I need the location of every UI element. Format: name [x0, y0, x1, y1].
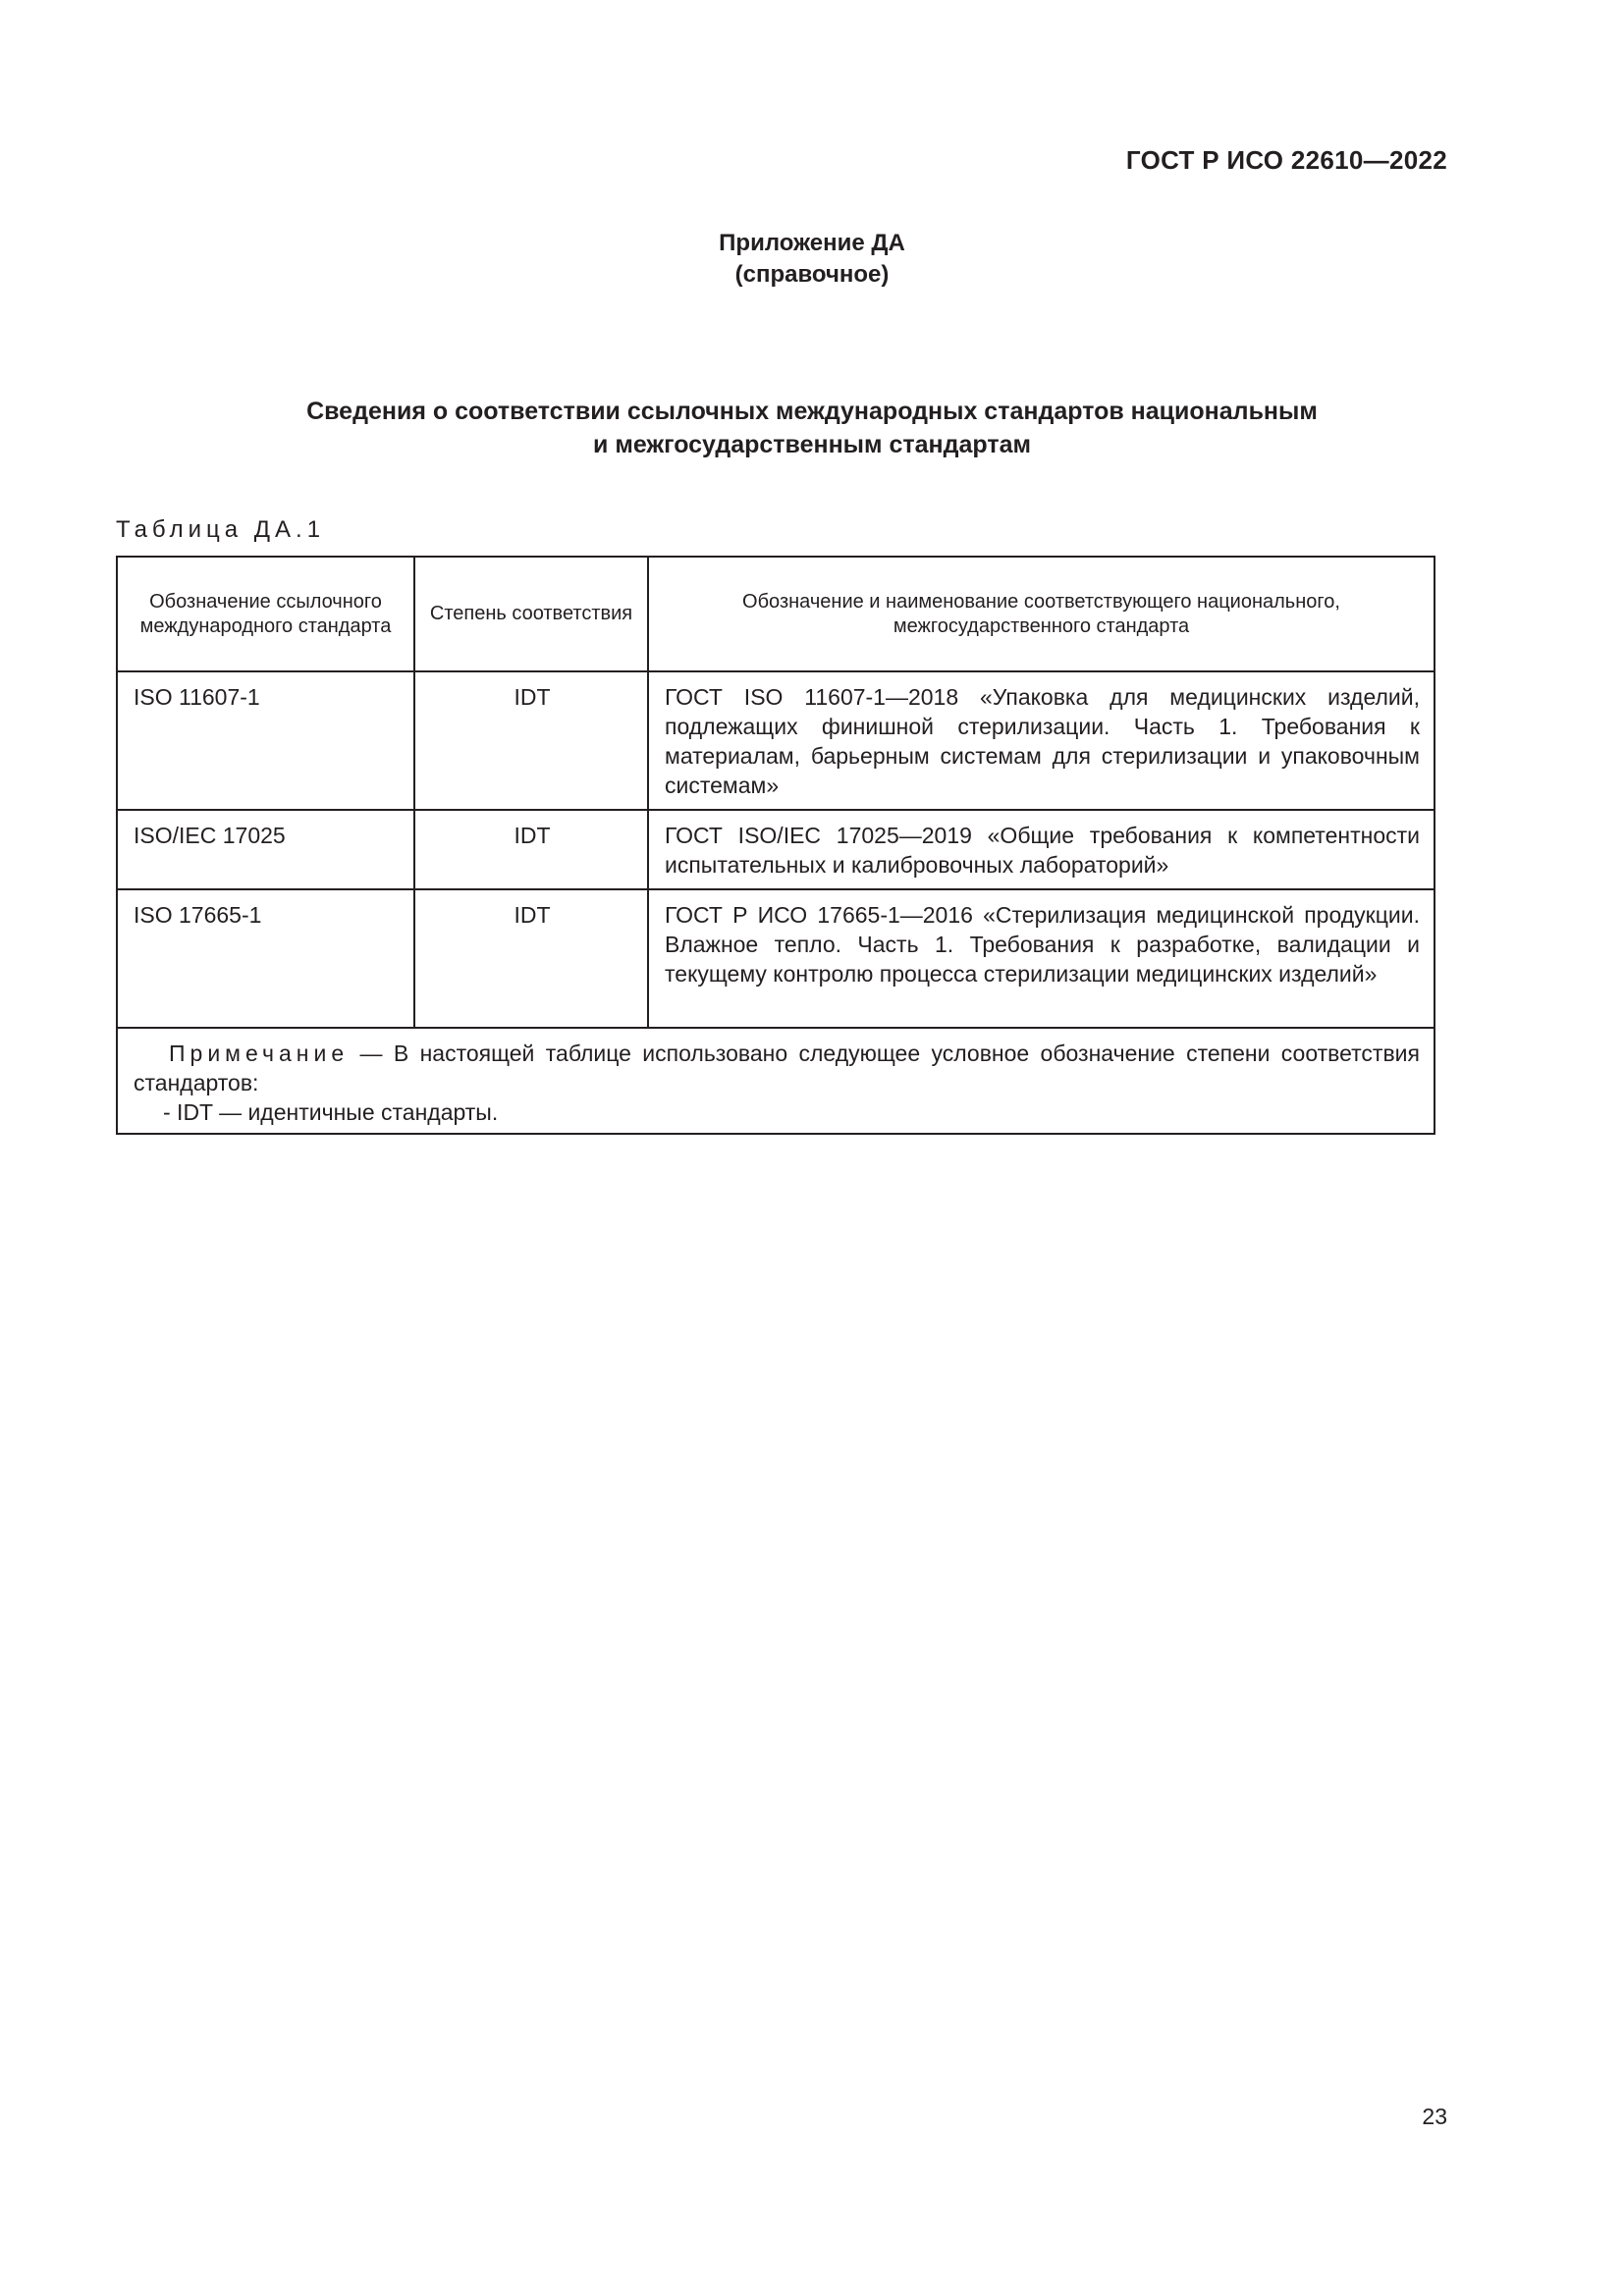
table-row: [117, 671, 1435, 810]
cell-degree: IDT: [414, 671, 648, 810]
cell-national: ГОСТ ISO/IEC 17025—2019 «Общие требования к компетентности испытательных и калибровочных лабораторий»: [648, 810, 1435, 889]
note-paragraph: [134, 1039, 1420, 1097]
table-note: [117, 1028, 1435, 1134]
table-note-row: [117, 1028, 1435, 1134]
section-title-line-1: Сведения о соответствии ссылочных международных стандартов национальным: [306, 398, 1318, 425]
section-title-line-2: и межгосударственным стандартам: [593, 431, 1031, 458]
section-heading: [0, 395, 1624, 461]
cell-ref: ISO/IEC 17025: [117, 810, 414, 889]
cell-ref: ISO 11607-1: [117, 671, 414, 810]
table-row: [117, 810, 1435, 889]
table-header-row: [117, 557, 1435, 671]
cell-degree: IDT: [414, 810, 648, 889]
note-list-item: - IDT — идентичные стандарты.: [163, 1099, 499, 1125]
page-number: 23: [1422, 2104, 1447, 2129]
table-caption: Таблица ДА.1: [116, 516, 326, 543]
header-ref-standard: Обозначение ссылочного международного стандарта: [117, 557, 414, 671]
note-label: Примечание: [169, 1041, 350, 1066]
annex-heading: [0, 228, 1624, 291]
cell-ref: ISO 17665-1: [117, 889, 414, 1028]
annex-subtitle: (справочное): [734, 261, 890, 288]
document-code: ГОСТ Р ИСО 22610—2022: [1125, 145, 1447, 175]
cell-national: ГОСТ Р ИСО 17665-1—2016 «Стерилизация медицинской продукции. Влажное тепло. Часть 1. Требования к разработке, валидации и текущему контролю процесса стерилизации медицинских изделий»: [648, 889, 1435, 1028]
header-national-standard: Обозначение и наименование соответствующего национального, межгосударственного стандарта: [648, 557, 1435, 671]
header-degree: Степень соответствия: [414, 557, 648, 671]
note-text: — В настоящей таблице использовано следующее условное обозначение степени соответствия стандартов:: [134, 1041, 1420, 1095]
cell-degree: IDT: [414, 889, 648, 1028]
table-row: [117, 889, 1435, 1028]
annex-title: Приложение ДА: [719, 230, 905, 256]
correspondence-table: [116, 556, 1435, 1135]
cell-national: ГОСТ ISO 11607-1—2018 «Упаковка для медицинских изделий, подлежащих финишной стерилизации. Часть 1. Требования к материалам, барьерным системам для стерилизации и упаковочным системам»: [648, 671, 1435, 810]
